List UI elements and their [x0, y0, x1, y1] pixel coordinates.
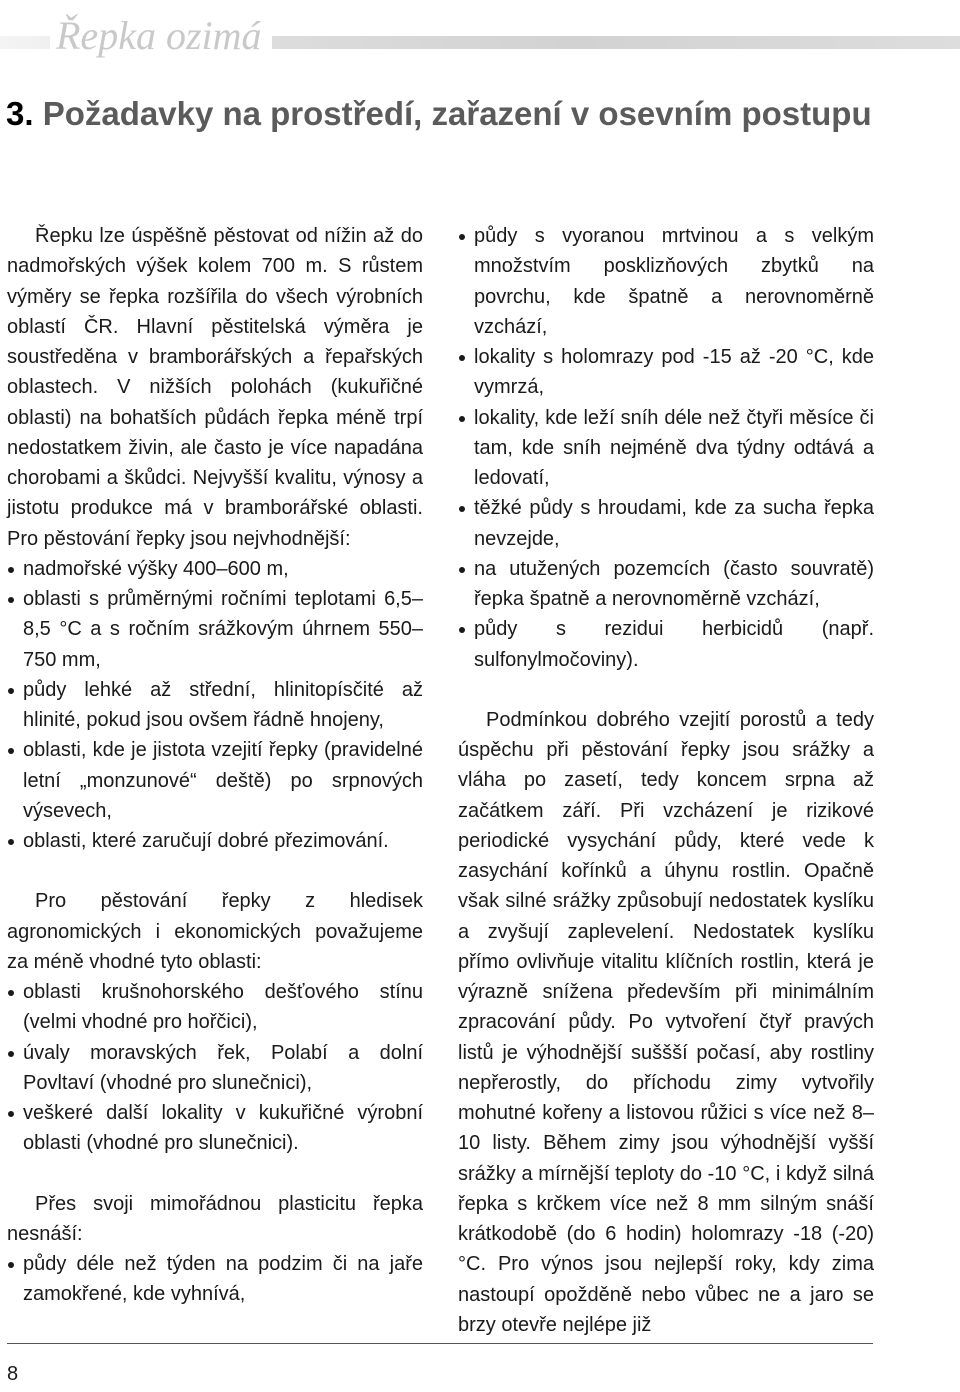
emergence-paragraph: Podmínkou dobrého vzejití porostů a tedy úspěchu při pěstování řepky jsou srážky a vláha po zasetí, tedy koncem srpna až začátkem září. Při vzcházení je rizikové periodické vysychání půdy, které vede k zasychání kořínků a úhynu rostlin. Opačně však silné srážky způsobují nedostatek kyslíku a zvyšují zaplevelení. Nedostatek kyslíku přímo ovlivňuje vitalitu klíčních rostlin, která je výrazně snížena především při minimálním zpracování půdy. Po vytvoření čtyř pravých listů je výhodnější suššší počasí, aby rostliny nepřerostly, do příchodu zimy vytvořily mohutné kořeny a listovou růžici s více než 8–10 listy. Během zimy jsou výhodnější vyšší srážky a mírnější teploty do -10 °C, i když silná řepka s krčkem více než 8 mm silným snáší krátkodobě (do 6 hodin) holomrazy -18 (-20) °C. Pro výnos jsou nejlepší roky, kdy zima nastoupí opožděně nebo vůbec ne a jaro se brzy otevře nejlépe již — [458, 708, 874, 1336]
list-item: lokality, kde leží sníh déle než čtyři měsíce či tam, kde sníh nejméně dva týdny odtává a ledovatí, — [458, 403, 874, 494]
list-item: půdy lehké až střední, hlinitopísčité až hlinité, pokud jsou ovšem řádně hnojeny, — [7, 675, 423, 736]
not-tolerated-list — [7, 1249, 423, 1310]
list-item: oblasti s průměrnými ročními teplotami 6,5–8,5 °C a s ročním srážkovým úhrnem 550–750 mm, — [7, 584, 423, 675]
right-column — [458, 221, 874, 1340]
page-number: 8 — [7, 1363, 19, 1385]
list-item: veškeré další lokality v kukuřičné výrobní oblasti (vhodné pro slunečnici). — [7, 1098, 423, 1159]
less-suitable-list — [7, 977, 423, 1159]
list-item: oblasti, kde je jistota vzejití řepky (pravidelné letní „monzunové“ deště) po srpnových výsevech, — [7, 735, 423, 826]
less-suitable-paragraph: Pro pěstování řepky z hledisek agronomických i ekonomických považujeme za méně vhodné tyto oblasti: — [7, 890, 423, 973]
list-item: na utužených pozemcích (často souvratě) řepka špatně a nerovnoměrně vzchází, — [458, 554, 874, 615]
list-item: lokality s holomrazy pod -15 až -20 °C, kde vymrzá, — [458, 342, 874, 403]
list-item: nadmořské výšky 400–600 m, — [7, 554, 423, 584]
chapter-title-text: Požadavky na prostředí, zařazení v osevním postupu — [42, 95, 872, 132]
list-item: půdy s rezidui herbicidů (např. sulfonylmočoviny). — [458, 614, 874, 675]
not-tolerated-list-continued — [458, 221, 874, 675]
list-item: oblasti, které zaručují dobré přezimování. — [7, 826, 423, 856]
left-column — [7, 221, 423, 1310]
list-item: těžké půdy s hroudami, kde za sucha řepka nevzejde, — [458, 493, 874, 554]
list-item: úvaly moravských řek, Polabí a dolní Povltaví (vhodné pro slunečnici), — [7, 1038, 423, 1099]
running-title: Řepka ozimá — [50, 10, 272, 62]
footer-rule — [7, 1343, 873, 1344]
suitable-conditions-list — [7, 554, 423, 857]
list-item: půdy déle než týden na podzim či na jaře zamokřené, kde vyhnívá, — [7, 1249, 423, 1310]
list-item: oblasti krušnohorského dešťového stínu (velmi vhodné pro hořčici), — [7, 977, 423, 1038]
chapter-title — [6, 90, 906, 138]
list-item: půdy s vyoranou mrtvinou a s velkým množstvím posklizňových zbytků na povrchu, kde špatně a nerovnoměrně vzchází, — [458, 221, 874, 342]
not-tolerated-paragraph: Přes svoji mimořádnou plasticitu řepka nesnáší: — [7, 1192, 423, 1245]
chapter-number: 3. — [6, 95, 34, 132]
intro-paragraph: Řepku lze úspěšně pěstovat od nížin až do nadmořských výšek kolem 700 m. S růstem výměry se řepka rozšířila do všech výrobních oblastí ČR. Hlavní pěstitelská výměra je soustředěna v bramborářských a řepařských oblastech. V nižších polohách (kukuřičné oblasti) na bohatších půdách řepka méně trpí nedostatkem živin, ale často je více napadána chorobami a škůdci. Nejvyšší kvalitu, výnosy a jistotu produkce má v bramborářské oblasti. Pro pěstování řepky jsou nejvhodnější: — [7, 225, 423, 550]
